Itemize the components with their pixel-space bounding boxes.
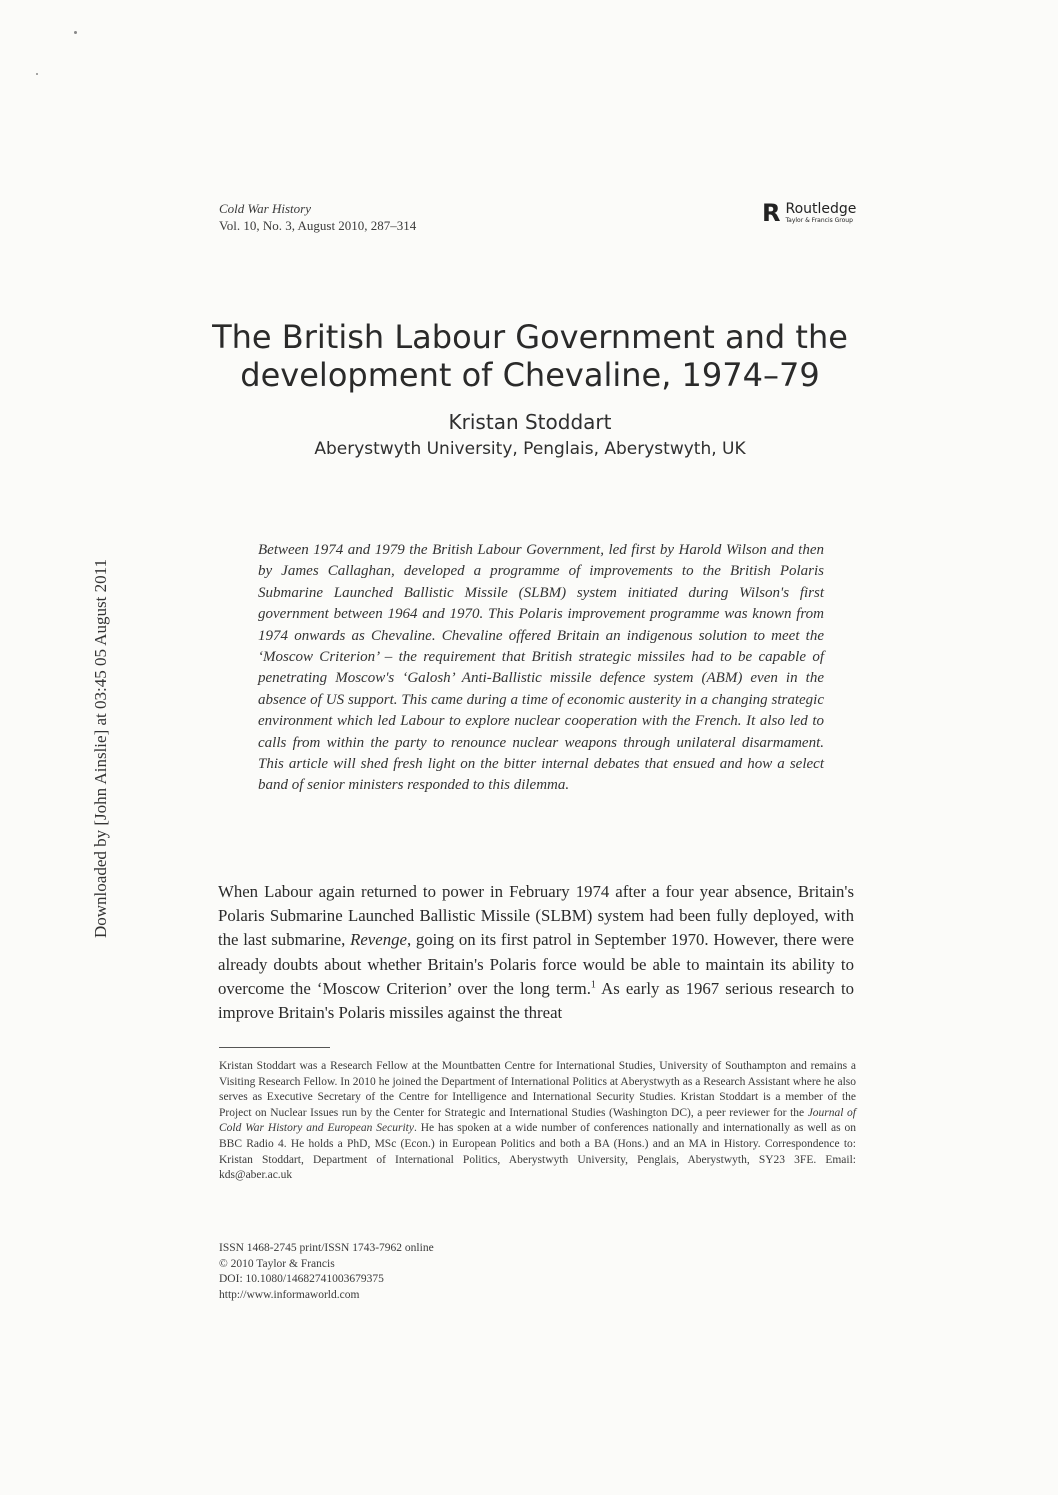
body-text-part-3: As early as 1967 serious research to improve Britain's Polaris missiles against the threat [218,978,854,1023]
download-watermark: Downloaded by [John Ainslie] at 03:45 05 August 2011 [91,558,110,938]
author-affiliation: Aberystwyth University, Penglais, Aberystwyth, UK [314,439,746,459]
author-footnote [219,1059,856,1184]
submarine-name: Revenge [350,930,407,950]
publisher-text [785,202,856,224]
routledge-logo [762,201,856,225]
scan-speck [74,31,77,34]
article-title [150,318,910,394]
body-text-part-2: , going on its first patrol in September 1970. However, there were already doubts about whether Britain's Polaris force would be able to maintain its ability to overcome the ‘Moscow Criterion’ over the long term. [218,930,854,998]
publication-metadata [219,1241,434,1303]
body-paragraph [218,880,854,1025]
footnote-journal-name: Journal of Cold War History and European Security [219,1106,856,1135]
scan-speck [36,73,38,75]
footnote-divider [219,1047,330,1048]
footnote-marker: 1 [590,979,596,991]
footnote-part-2: . He has spoken at a wide number of conferences nationally and internationally as well as on BBC Radio 4. He holds a PhD, MSc (Econ.) in European Politics and both a BA (Hons.) and an MA in History. Correspondence to: Kristan Stoddart, Department of International Politics, Aberystwyth University, Penglais, Aberystwyth, SY23 3FE. Email: kds@aber.ac.uk [219,1122,856,1182]
doi: DOI: 10.1080/14682741003679375 [219,1273,384,1286]
title-line-1: The British Labour Government and the [212,318,848,356]
journal-citation [219,200,416,234]
author-name: Kristan Stoddart [448,410,612,434]
abstract: Between 1974 and 1979 the British Labour Government, led first by Harold Wilson and then by James Callaghan, developed a programme of improvements to the British Polaris Submarine Launched Ballistic Missile (SLBM) system initiated during Wilson's first government between 1964 and 1970. This Polaris improvement programme was known from 1974 onwards as Chevaline. Chevaline offered Britain an indigenous solution to meet the ‘Moscow Criterion’ – the requirement that British strategic missiles had to be capable of penetrating Moscow's ‘Galosh’ Anti-Ballistic missile defence system (ABM) even in the absence of US support. This came during a time of economic austerity in a changing strategic environment which led Labour to explore nuclear cooperation with the French. It also led to calls from within the party to renounce nuclear weapons through unilateral disarmament. This article will shed fresh light on the bitter internal debates that ensued and how a select band of senior ministers responded to this dilemma. [258,542,824,794]
publisher-url: http://www.informaworld.com [219,1288,360,1301]
journal-volume: Vol. 10, No. 3, August 2010, 287–314 [219,218,417,233]
body-text-part-1: When Labour again returned to power in February 1974 after a four year absence, Britain's Polaris Submarine Launched Ballistic Missile (SLBM) system had been fully deployed, with the last submarine, [218,882,854,950]
publisher-name: Routledge [785,201,857,217]
title-line-2: development of Chevaline, 1974–79 [240,356,820,394]
copyright: © 2010 Taylor & Francis [219,1257,335,1270]
journal-name: Cold War History [219,201,311,216]
routledge-logo-icon: R [762,199,781,227]
issn: ISSN 1468-2745 print/ISSN 1743-7962 online [219,1242,434,1254]
footnote-part-1: Kristan Stoddart was a Research Fellow at the Mountbatten Centre for International Studies, University of Southampton and remains a Visiting Research Fellow. In 2010 he joined the Department of International Politics at Aberystwyth as a Research Assistant where he also serves as Executive Secretary of the Centre for Intelligence and International Security Studies. Kristan Stoddart is a member of the Project on Nuclear Issues run by the Center for Strategic and International Studies (Washington DC), a peer reviewer for the [219,1060,856,1119]
publisher-tagline: Taylor & Francis Group [785,217,853,224]
